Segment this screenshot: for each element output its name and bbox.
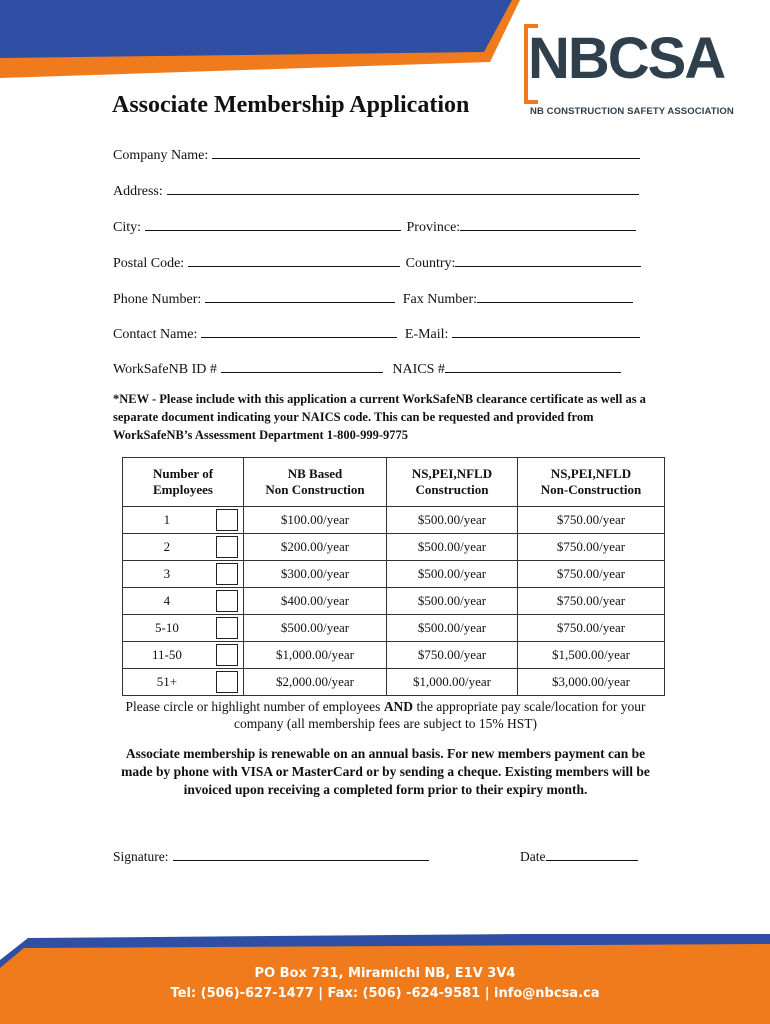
- city-label: City:: [113, 220, 142, 235]
- ns-con-fee-cell: $500.00/year: [387, 615, 518, 642]
- header-ns-construction: NS,PEI,NFLD Construction: [387, 458, 518, 507]
- table-row: [123, 615, 665, 642]
- table-row: [123, 507, 665, 534]
- ns-non-fee-cell: $1,500.00/year: [518, 642, 665, 669]
- page-title: Associate Membership Application: [112, 92, 470, 118]
- naics-field[interactable]: [445, 358, 621, 373]
- employees-cell: 2: [123, 534, 211, 561]
- checkbox[interactable]: [216, 590, 238, 612]
- ns-non-fee-cell: $750.00/year: [518, 534, 665, 561]
- employees-cell: 1: [123, 507, 211, 534]
- checkbox[interactable]: [216, 644, 238, 666]
- footer-address: PO Box 731, Miramichi NB, E1V 3V4: [254, 966, 516, 981]
- city-field[interactable]: [145, 216, 401, 231]
- email-field[interactable]: [452, 323, 640, 338]
- logo-tagline: NB CONSTRUCTION SAFETY ASSOCIATION: [530, 106, 734, 117]
- employees-cell: 5-10: [123, 615, 211, 642]
- logo-wordmark: NBCSA: [528, 26, 725, 91]
- signature-label: Signature:: [113, 849, 169, 864]
- table-row: [123, 534, 665, 561]
- contact-row: [113, 323, 640, 343]
- checkbox[interactable]: [216, 563, 238, 585]
- date-field[interactable]: [546, 846, 638, 861]
- province-field[interactable]: [460, 216, 636, 231]
- contact-name-field[interactable]: [201, 323, 397, 338]
- signature-field[interactable]: [173, 846, 429, 861]
- city-row: [113, 216, 636, 236]
- country-field[interactable]: [455, 252, 641, 267]
- checkbox[interactable]: [216, 617, 238, 639]
- nb-fee-cell: $100.00/year: [244, 507, 387, 534]
- company-label: Company Name:: [113, 148, 209, 163]
- country-label: Country:: [405, 256, 456, 271]
- employees-cell: 3: [123, 561, 211, 588]
- ns-con-fee-cell: $500.00/year: [387, 561, 518, 588]
- nb-fee-cell: $300.00/year: [244, 561, 387, 588]
- ns-non-fee-cell: $750.00/year: [518, 615, 665, 642]
- ns-con-fee-cell: $750.00/year: [387, 642, 518, 669]
- ns-con-fee-cell: $500.00/year: [387, 534, 518, 561]
- employees-cell: 11-50: [123, 642, 211, 669]
- phone-row: [113, 288, 633, 308]
- header-blue-stripe: [0, 0, 512, 58]
- checkbox[interactable]: [216, 536, 238, 558]
- header-ns-non-construction: NS,PEI,NFLD Non-Construction: [518, 458, 665, 507]
- footer-contact: Tel: (506)-627-1477 | Fax: (506) -624-9581 | info@nbcsa.ca: [170, 986, 600, 1001]
- signature-row: [113, 846, 429, 865]
- footer-orange-stripe: [0, 944, 770, 1024]
- postal-label: Postal Code:: [113, 256, 185, 271]
- company-name-field[interactable]: [212, 144, 640, 159]
- phone-field[interactable]: [205, 288, 395, 303]
- circle-instruction: Please circle or highlight number of employees AND the appropriate pay scale/location for your company (all membership fees are subject to 15% HST): [125, 699, 646, 731]
- ns-non-fee-cell: $750.00/year: [518, 507, 665, 534]
- ns-non-fee-cell: $3,000.00/year: [518, 669, 665, 696]
- company-row: [113, 144, 640, 164]
- postal-row: [113, 252, 641, 272]
- renewal-note: Associate membership is renewable on an annual basis. For new members payment can be made by phone with VISA or MasterCard or by sending a cheque. Existing members will be invoiced upon receiving a completed form prior to their expiry month.: [121, 746, 650, 797]
- address-label: Address:: [113, 184, 163, 199]
- contact-label: Contact Name:: [113, 327, 198, 342]
- employees-cell: 4: [123, 588, 211, 615]
- email-label: E-Mail:: [404, 327, 449, 342]
- address-row: [113, 180, 639, 200]
- and-emphasis: AND: [383, 699, 414, 714]
- nb-fee-cell: $200.00/year: [244, 534, 387, 561]
- table-row: [123, 561, 665, 588]
- ns-con-fee-cell: $500.00/year: [387, 507, 518, 534]
- worksafe-row: [113, 358, 621, 378]
- nb-fee-cell: $1,000.00/year: [244, 642, 387, 669]
- checkbox[interactable]: [216, 509, 238, 531]
- province-label: Province:: [406, 220, 461, 235]
- nb-fee-cell: $500.00/year: [244, 615, 387, 642]
- fax-field[interactable]: [477, 288, 633, 303]
- postal-code-field[interactable]: [188, 252, 400, 267]
- table-row: [123, 669, 665, 696]
- ns-con-fee-cell: $1,000.00/year: [387, 669, 518, 696]
- date-label: Date: [520, 849, 546, 864]
- header-nb-based: NB Based Non Construction: [244, 458, 387, 507]
- nb-fee-cell: $400.00/year: [244, 588, 387, 615]
- nb-fee-cell: $2,000.00/year: [244, 669, 387, 696]
- worksafe-label: WorkSafeNB ID #: [113, 362, 217, 377]
- header-employees: Number of Employees: [123, 458, 244, 507]
- worksafe-id-field[interactable]: [221, 358, 383, 373]
- new-requirement-notice: *NEW - Please include with this application a current WorkSafeNB clearance certificate as well as a separate document indicating your NAICS code. This can be requested and provided from WorkSafeNB’s Assessment Department 1-800-999-9775: [113, 392, 646, 442]
- membership-fee-table: [122, 457, 665, 696]
- ns-non-fee-cell: $750.00/year: [518, 588, 665, 615]
- checkbox[interactable]: [216, 671, 238, 693]
- naics-label: NAICS #: [392, 362, 445, 377]
- table-row: [123, 588, 665, 615]
- ns-con-fee-cell: $500.00/year: [387, 588, 518, 615]
- table-header-row: [123, 458, 665, 507]
- nbcsa-logo: [528, 22, 740, 122]
- ns-non-fee-cell: $750.00/year: [518, 561, 665, 588]
- employees-cell: 51+: [123, 669, 211, 696]
- date-row: [520, 846, 638, 865]
- phone-label: Phone Number:: [113, 292, 202, 307]
- address-field[interactable]: [167, 180, 639, 195]
- table-row: [123, 642, 665, 669]
- fax-label: Fax Number:: [402, 292, 478, 307]
